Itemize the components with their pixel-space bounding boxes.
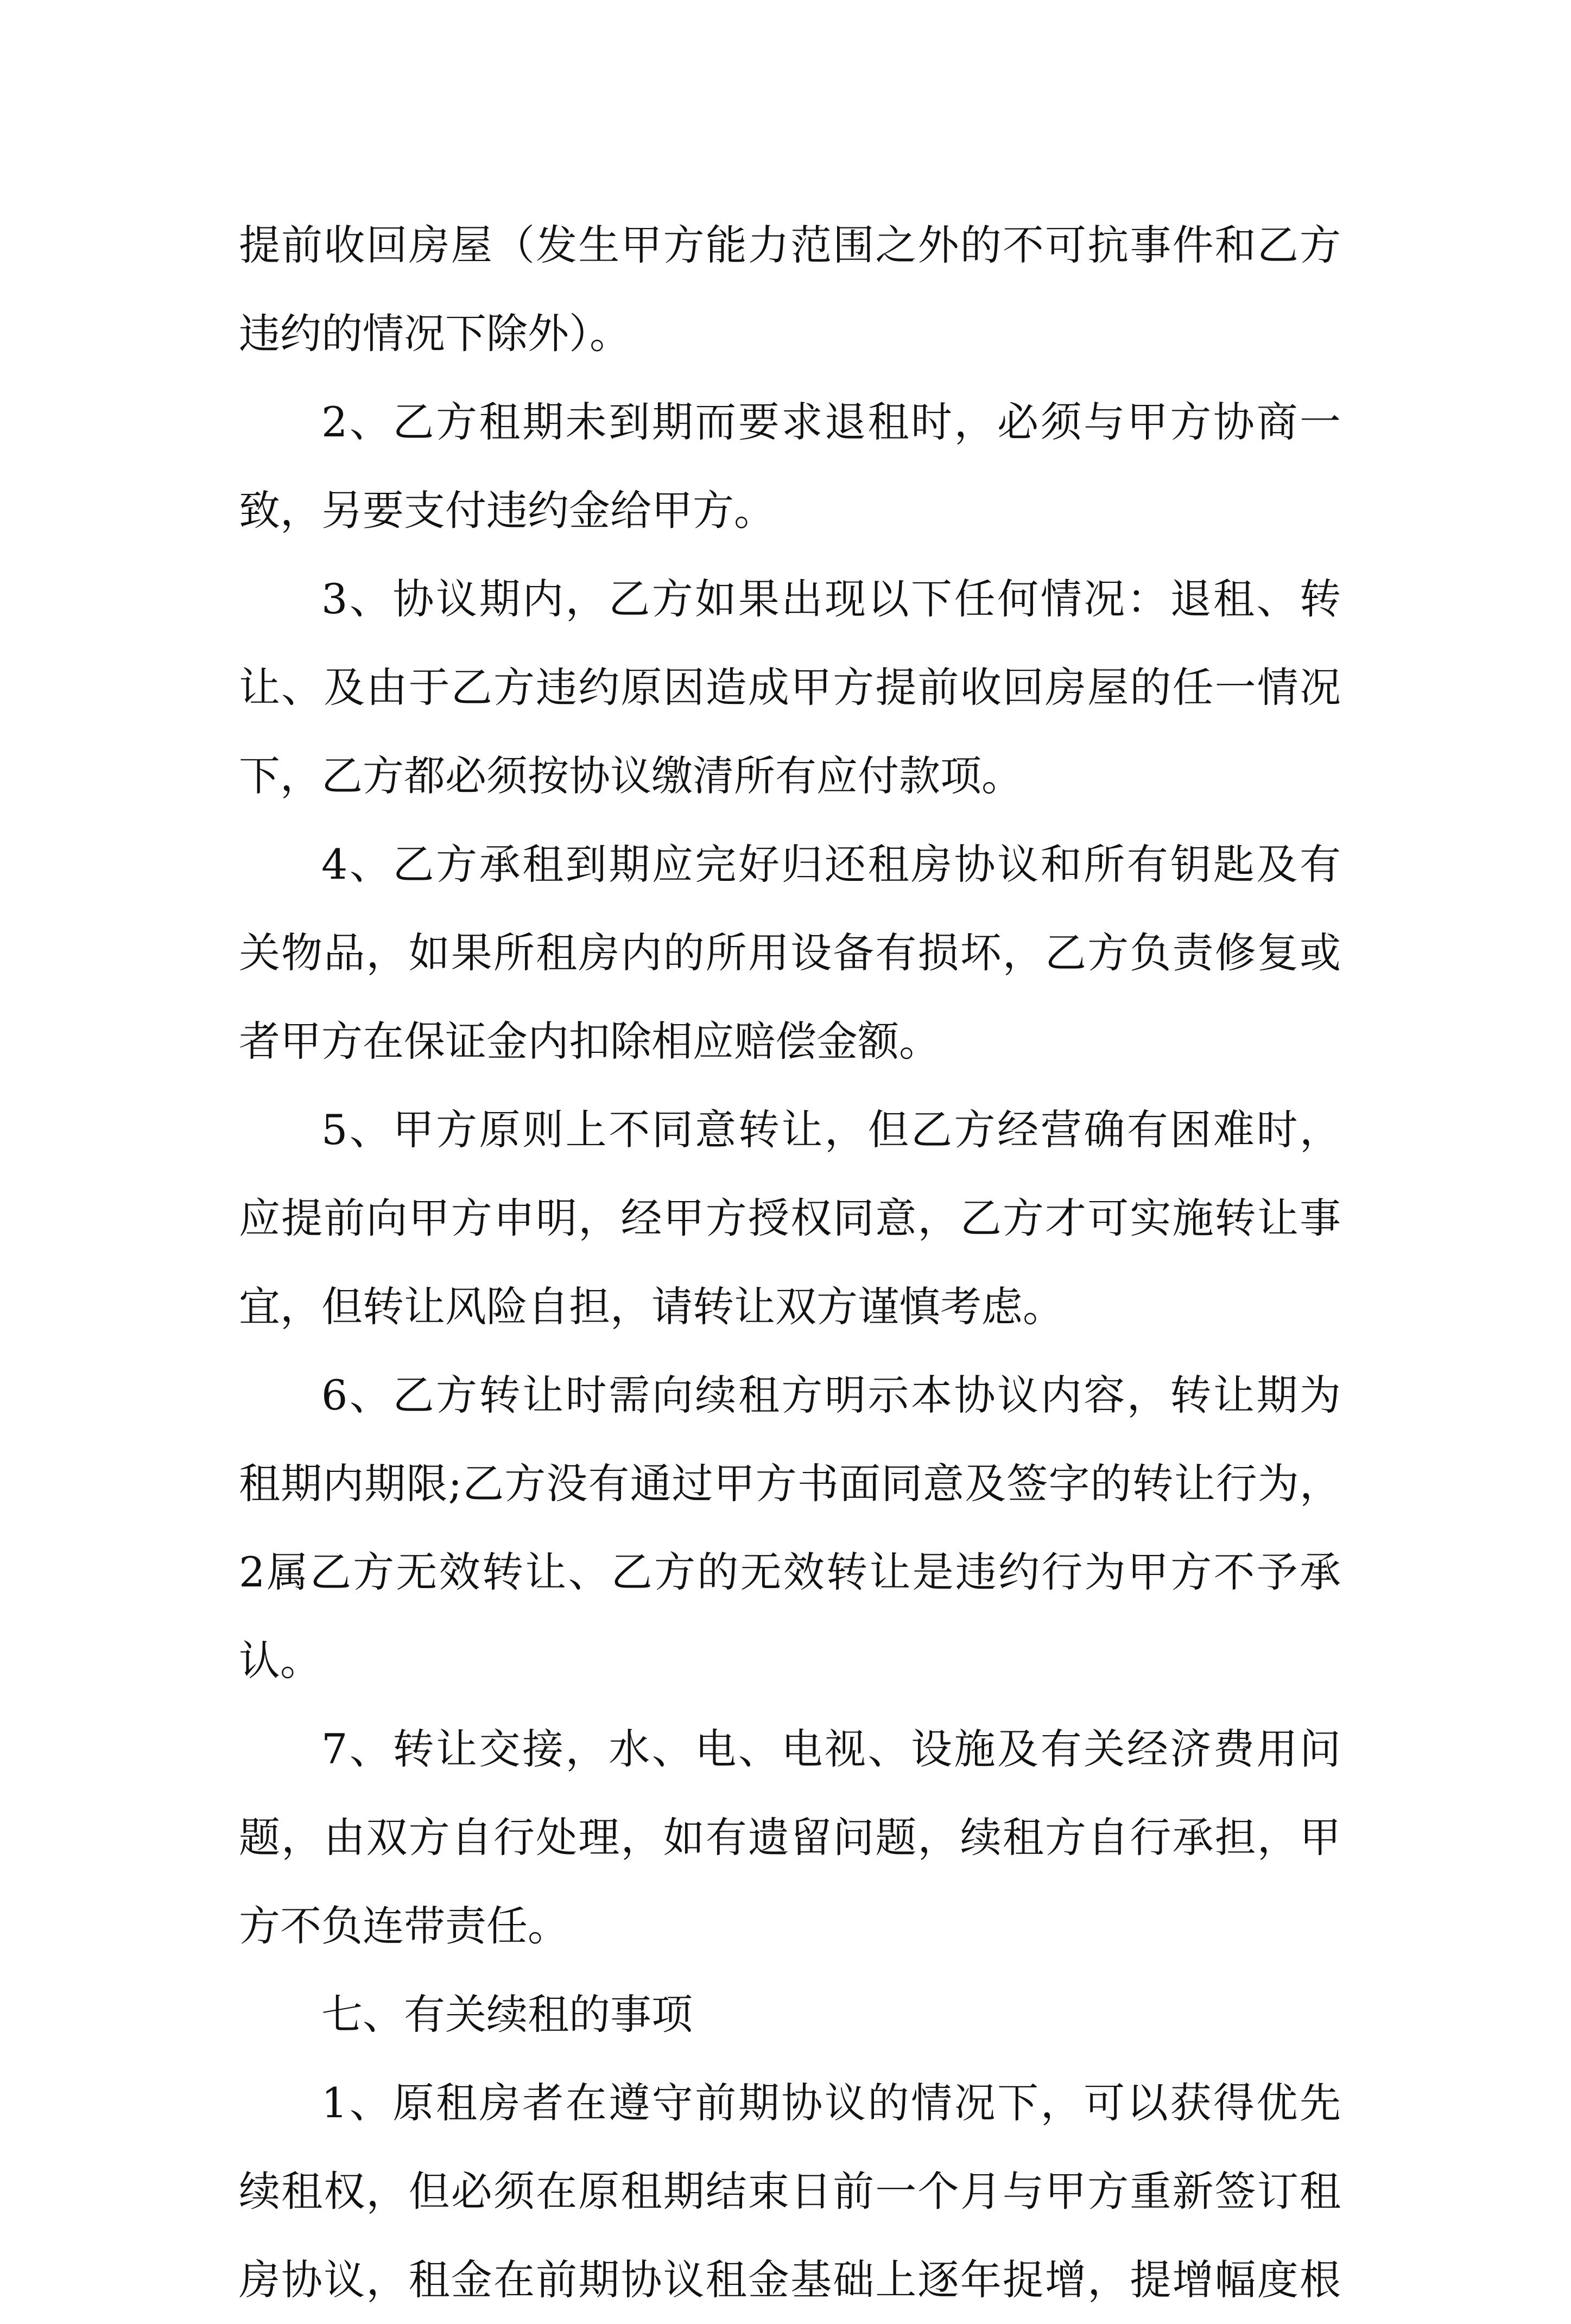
- text-line: 7、转让交接，水、电、电视、设施及有关经济费用问: [321, 1725, 1341, 1773]
- paragraph-clause-6: [239, 1351, 1341, 1705]
- text-line: 下，乙方都必须按协议缴清所有应付款项。: [239, 752, 1023, 800]
- text-line: 宜，但转让风险自担，请转让双方谨慎考虑。: [239, 1282, 1064, 1331]
- paragraph-clause-3: [239, 555, 1341, 820]
- text-line: 提前收回房屋（发生甲方能力范围之外的不可抗事件和乙方: [239, 221, 1341, 269]
- heading-line: 七、有关续租的事项: [321, 1990, 693, 2039]
- text-line: 关物品，如果所租房内的所用设备有损坏，乙方负责修复或: [239, 929, 1341, 977]
- section-heading: [239, 1970, 1341, 2059]
- paragraph-continuation: [239, 201, 1341, 378]
- paragraph-clause-2: [239, 378, 1341, 555]
- text-line: 者甲方在保证金内扣除相应赔偿金额。: [239, 1017, 940, 1065]
- text-line: 违约的情况下除外）。: [239, 309, 631, 358]
- text-line: 题，由双方自行处理，如有遗留问题，续租方自行承担，甲: [239, 1813, 1341, 1862]
- text-line: 让、及由于乙方违约原因造成甲方提前收回房屋的任一情况: [239, 663, 1341, 712]
- paragraph-clause-4: [239, 820, 1341, 1085]
- paragraph-renewal-1: [239, 2059, 1341, 2324]
- text-line: 3、协议期内，乙方如果出现以下任何情况：退租、转: [321, 575, 1341, 623]
- text-line: 6、乙方转让时需向续租方明示本协议内容，转让期为: [321, 1371, 1341, 1419]
- text-line: 租期内期限;乙方没有通过甲方书面同意及签字的转让行为，: [239, 1459, 1341, 1508]
- text-line: 2、乙方租期未到期而要求退租时，必须与甲方协商一: [321, 398, 1341, 446]
- paragraph-clause-7: [239, 1705, 1341, 1970]
- text-line: 1、原租房者在遵守前期协议的情况下，可以获得优先: [321, 2079, 1341, 2127]
- text-line: 续租权，但必须在原租期结束日前一个月与甲方重新签订租: [239, 2167, 1341, 2215]
- text-line: 认。: [239, 1636, 321, 1685]
- text-line: 房协议，租金在前期协议租金基础上逐年捉增，提增幅度根: [239, 2256, 1341, 2304]
- paragraph-clause-5: [239, 1085, 1341, 1351]
- text-line: 方不负连带责任。: [239, 1902, 569, 1950]
- document-body: [239, 201, 1341, 2324]
- text-line: 应提前向甲方申明，经甲方授权同意，乙方才可实施转让事: [239, 1194, 1341, 1242]
- text-line: 致，另要支付违约金给甲方。: [239, 486, 775, 535]
- text-line: 2属乙方无效转让、乙方的无效转让是违约行为甲方不予承: [239, 1548, 1341, 1596]
- text-line: 4、乙方承租到期应完好归还租房协议和所有钥匙及有: [321, 840, 1341, 888]
- text-line: 5、甲方原则上不同意转让，但乙方经营确有困难时，: [321, 1106, 1341, 1154]
